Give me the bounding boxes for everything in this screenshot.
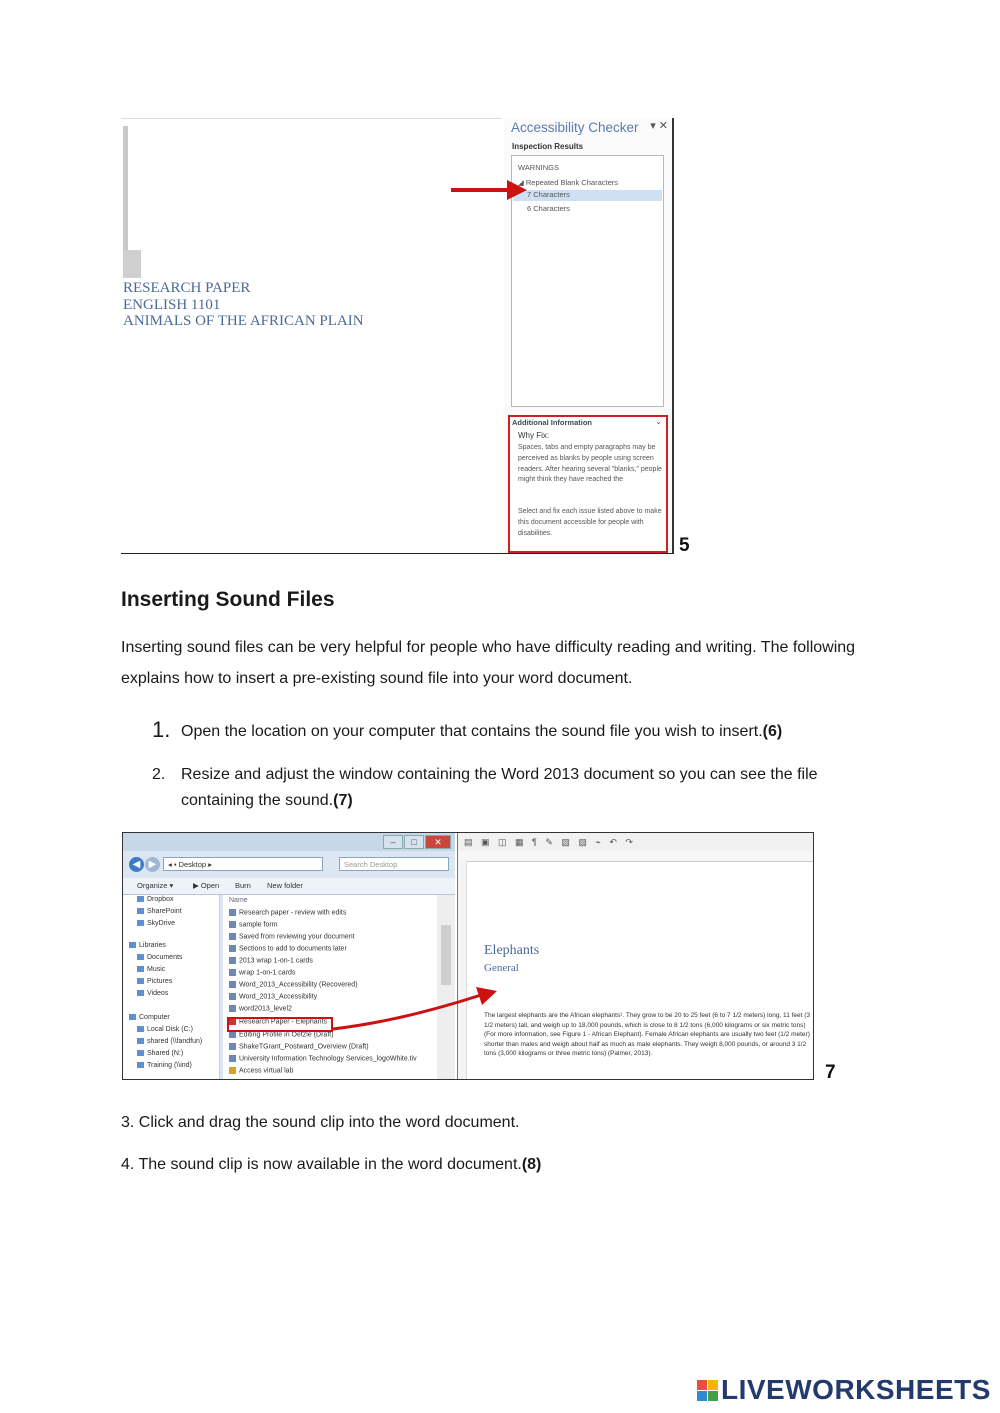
red-arrow-icon — [331, 983, 501, 1033]
intro-paragraph — [121, 632, 881, 694]
why-fix-text: Spaces, tabs and empty paragraphs may be perceived as blanks by people using screen readers. After hearing several "blanks," people might think they have reached the — [518, 444, 662, 484]
file-item[interactable]: Word_2013_Accessibility (Recovered) — [229, 981, 358, 988]
figure-number-5: 5 — [679, 535, 690, 556]
how-fix-text: Select and fix each issue listed above to make this document accessible for people with disabilities. — [518, 508, 662, 537]
nav-item[interactable]: Libraries — [129, 942, 166, 949]
nav-item[interactable]: Training (\\ind) — [137, 1062, 192, 1069]
word-document-window — [457, 833, 814, 1079]
figure-ref: (6) — [762, 723, 783, 740]
explorer-titlebar — [123, 833, 455, 851]
highlight-box — [227, 1017, 333, 1032]
pane-title: Accessibility Checker — [511, 120, 639, 135]
maximize-icon[interactable]: □ — [404, 835, 424, 849]
document-heading: Elephants — [484, 943, 540, 958]
file-item[interactable]: Access virtual lab — [229, 1067, 293, 1074]
nav-item[interactable]: Pictures — [137, 978, 172, 985]
file-item[interactable]: University Information Technology Services_logoWhite.tiv — [229, 1055, 417, 1062]
figure-ref: (8) — [521, 1156, 542, 1173]
accessibility-checker-pane — [504, 118, 674, 554]
document-title-block — [123, 280, 364, 330]
warning-item[interactable]: 6 Characters — [527, 204, 570, 213]
explorer-toolbar — [123, 878, 455, 895]
nav-item[interactable]: Documents — [137, 954, 182, 961]
red-arrow-icon — [449, 178, 529, 202]
nav-item[interactable]: SharePoint — [137, 908, 182, 915]
step-3: 3. Click and drag the sound clip into the word document. — [121, 1114, 520, 1131]
figure-number-7: 7 — [825, 1062, 836, 1083]
warnings-label: WARNINGS — [518, 163, 559, 172]
inspection-results-list — [511, 155, 664, 407]
navigation-pane — [123, 895, 220, 1079]
file-item[interactable]: Word_2013_Accessibility — [229, 993, 317, 1000]
nav-item[interactable]: Dropbox — [137, 896, 173, 903]
file-item[interactable]: wrap 1-on-1 cards — [229, 969, 295, 976]
search-input[interactable]: Search Desktop — [339, 857, 449, 871]
doc-title-line: ENGLISH 1101 — [123, 296, 221, 313]
step-1-number — [152, 717, 170, 746]
organize-button[interactable]: Organize ▾ — [137, 881, 174, 890]
open-button[interactable]: ▶ Open — [193, 881, 220, 890]
nav-item[interactable]: SkyDrive — [137, 920, 175, 927]
logo-wordmark: LIVEWORKSHEETS — [721, 1374, 991, 1405]
document-body-text: The largest elephants are the African elephants¹. They grow to be 20 to 25 feet (6 to 7 1/2 meters) long, 11 feet (3 1/2 meters) tall, and weigh up to 18,000 pounds, which is close to 8 1/2 tons (6,000 kilograms or six metric tons) (For more information, see Figure 1 - African Elephant). Female African elephants are usually two feet (1/2 meter) shorter than males and weigh about half as much as male elephants. They weigh 8,000 pounds, or around 3 1/2 tons (3,000 kilograms or three metric tons) (Palmer, 2013). — [484, 1012, 811, 1058]
warning-group-repeated-blanks[interactable]: ◢ Repeated Blank Characters — [518, 178, 618, 187]
nav-item[interactable]: Music — [137, 966, 165, 973]
back-icon[interactable]: ◀ — [129, 857, 144, 872]
vertical-ruler — [458, 861, 467, 1079]
additional-information-label: Additional Information — [512, 418, 592, 427]
file-item[interactable]: word2013_level2 — [229, 1005, 292, 1012]
address-input[interactable]: ◂ ▪ Desktop ▸ — [163, 857, 323, 871]
blank-characters-bar — [123, 126, 128, 251]
horizontal-ruler — [458, 851, 814, 862]
section-heading: Inserting Sound Files — [121, 588, 335, 611]
nav-item[interactable]: Computer — [129, 1014, 170, 1021]
step-text: 4. The sound clip is now available in the word document. — [121, 1156, 522, 1173]
figure-bottom-rule — [121, 553, 674, 554]
step-text-line: Resize and adjust the window containing the Word 2013 document so you can see the file — [181, 766, 818, 783]
warning-item-selected[interactable]: 7 Characters — [513, 190, 662, 201]
minimize-icon[interactable]: – — [383, 835, 403, 849]
file-item[interactable]: ShakeTGrant_Postward_Overview (Draft) — [229, 1043, 369, 1050]
document-top-edge — [121, 118, 501, 119]
doc-title-line: ANIMALS OF THE AFRICAN PLAIN — [123, 313, 364, 329]
file-item-selected[interactable]: Research Paper - Elephants — [229, 1018, 327, 1025]
step-text-line: containing the sound. — [181, 792, 334, 809]
file-item[interactable]: 2013 wrap 1-on-1 cards — [229, 957, 313, 964]
step-2-number: 2. — [152, 766, 166, 783]
file-item[interactable]: sample form — [229, 921, 278, 928]
burn-button[interactable]: Burn — [235, 881, 251, 890]
why-fix-label: Why Fix: — [518, 431, 550, 440]
doc-title-line: RESEARCH PAPER — [123, 280, 251, 296]
logo-mark-icon — [697, 1380, 719, 1402]
blank-characters-block — [123, 250, 141, 278]
intro-text: Inserting sound files can be very helpful for people who have difficulty reading and writing. The following explains how to insert a pre-existing sound file into your word document. — [121, 639, 856, 687]
figure-ref: (7) — [333, 792, 353, 809]
step-1 — [181, 719, 782, 745]
step-2 — [181, 762, 881, 814]
document-subheading: General — [484, 962, 519, 974]
drag-sound-file-screenshot — [122, 832, 814, 1080]
file-explorer-window — [123, 833, 455, 1079]
additional-information-box — [508, 415, 668, 553]
document-preview — [121, 118, 501, 554]
new-folder-button[interactable]: New folder — [267, 881, 303, 890]
step-number: 1. — [152, 717, 171, 742]
pane-close-controls[interactable]: ▾ ✕ — [650, 120, 668, 132]
nav-item[interactable]: Shared (N:) — [137, 1050, 183, 1057]
chevron-down-icon[interactable]: ⌄ — [655, 417, 662, 426]
window-controls — [382, 835, 451, 849]
nav-item[interactable]: Local Disk (C:) — [137, 1026, 193, 1033]
file-item[interactable]: Saved from reviewing your document — [229, 933, 355, 940]
step-4 — [121, 1152, 541, 1178]
file-item[interactable]: Research paper - review with edits — [229, 909, 346, 916]
step-text: Open the location on your computer that contains the sound file you wish to insert. — [181, 723, 763, 740]
file-item[interactable]: Sections to add to documents later — [229, 945, 347, 952]
nav-item[interactable]: shared (\\fandfun) — [137, 1038, 202, 1045]
explorer-address-bar — [123, 853, 455, 877]
column-header-name[interactable]: Name — [229, 897, 248, 904]
scrollbar-thumb[interactable] — [441, 925, 451, 985]
accessibility-checker-screenshot — [121, 118, 674, 556]
quick-access-toolbar[interactable]: ▤ ▣ ◫ ▦ ¶ ✎ ▧ ▨ ⌁ ↶ ↷ — [458, 833, 814, 851]
nav-item[interactable]: Videos — [137, 990, 168, 997]
forward-icon[interactable]: ▶ — [145, 857, 160, 872]
inspection-results-label: Inspection Results — [512, 142, 584, 151]
file-item[interactable]: Editing Profile in Oetzle (Draft) — [229, 1031, 334, 1038]
close-icon[interactable]: ✕ — [425, 835, 451, 849]
